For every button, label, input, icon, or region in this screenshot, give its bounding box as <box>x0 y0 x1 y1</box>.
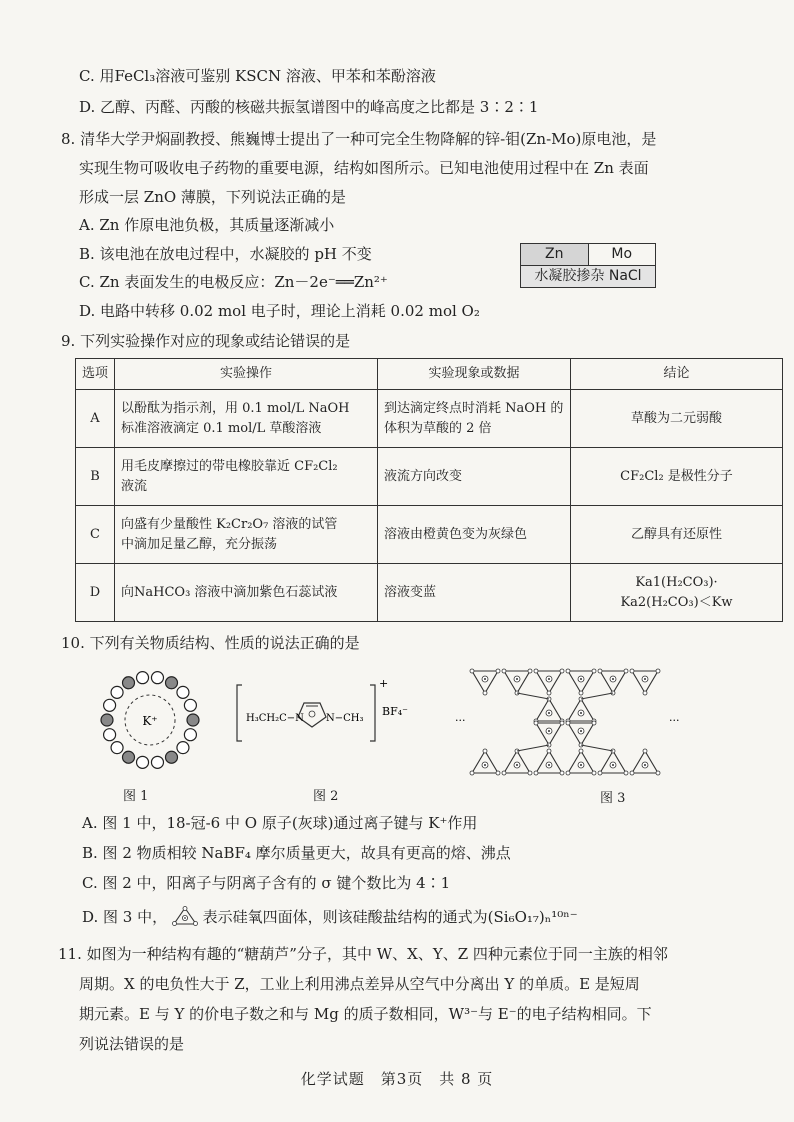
silicon-dot <box>516 678 518 680</box>
carbon-atom <box>151 756 163 768</box>
oxygen-atom <box>547 749 551 753</box>
methyl-group: N−CH₃ <box>326 713 364 724</box>
operation-line: 标准溶液滴定 0.1 mol/L 草酸溶液 <box>121 420 322 436</box>
silicon-dot <box>548 678 550 680</box>
bridge-bond <box>517 693 549 699</box>
row-conclusion <box>571 564 783 622</box>
header-phenomenon: 实验现象或数据 <box>378 359 571 390</box>
bridge-bond <box>517 745 549 751</box>
row-operation: 向NaHCO₃ 溶液中滴加紫色石蕊试液 <box>115 564 378 622</box>
carbon-atom <box>151 672 163 684</box>
oxygen-atom <box>502 771 506 775</box>
row-phenomenon: 溶液由橙黄色变为灰绿色 <box>378 506 571 564</box>
oxygen-atom <box>579 691 583 695</box>
anion-label: BF₄⁻ <box>382 705 408 718</box>
q9-stem: 9. 下列实验操作对应的现象或结论错误的是 <box>61 332 351 350</box>
experiment-table <box>75 358 783 622</box>
oxygen-atom <box>592 771 596 775</box>
oxygen-atom <box>496 771 500 775</box>
operation-line: 液流 <box>121 478 148 494</box>
silicon-dot <box>548 764 550 766</box>
battery-diagram <box>520 243 656 288</box>
q8-option-a: A. Zn 作原电池负极，其质量逐渐减小 <box>79 216 335 234</box>
oxygen-atom <box>630 669 634 673</box>
q7-option-d: D. 乙醇、丙醛、丙酸的核磁共振氢谱图中的峰高度之比都是 3∶2∶1 <box>79 98 539 116</box>
row-operation <box>115 448 378 506</box>
row-option: A <box>76 390 115 448</box>
oxygen-atom <box>101 714 113 726</box>
phenomenon-line: 体积为草酸的 2 倍 <box>384 420 492 436</box>
battery-zn-electrode: Zn <box>521 244 589 266</box>
operation-line: 中滴加足量乙醇，充分振荡 <box>121 536 278 552</box>
oxygen-atom <box>483 691 487 695</box>
bridge-bond <box>581 745 613 751</box>
oxygen-atom <box>166 677 178 689</box>
q11-line3: 期元素。E 与 Y 的价电子数之和与 Mg 的质子数相同，W³⁻与 E⁻的电子结构相同。下 <box>79 1005 652 1023</box>
oxygen-atom <box>656 771 660 775</box>
oxygen-atom <box>566 669 570 673</box>
battery-hydrogel: 水凝胶掺杂 NaCl <box>521 266 655 287</box>
oxygen-atom <box>502 669 506 673</box>
carbon-atom <box>111 686 123 698</box>
row-phenomenon: 溶液变蓝 <box>378 564 571 622</box>
option-d-formula: 表示硅氧四面体，则该硅酸盐结构的通式为(Si₆O₁₇)ₙ¹⁰ⁿ⁻ <box>202 908 578 926</box>
row-phenomenon <box>378 390 571 448</box>
carbon-atom <box>177 686 189 698</box>
silicon-dot <box>516 764 518 766</box>
row-conclusion: 草酸为二元弱酸 <box>571 390 783 448</box>
oxygen-atom <box>566 721 570 725</box>
q11-line2: 周期。X 的电负性大于 Z，工业上利用沸点差异从空气中分离出 Y 的单质。E 是短周 <box>79 975 640 993</box>
oxygen-atom <box>598 669 602 673</box>
operation-line: 向盛有少量酸性 K₂Cr₂O₇ 溶液的试管 <box>121 516 338 532</box>
carbon-atom <box>137 672 149 684</box>
row-option: D <box>76 564 115 622</box>
q8-option-d: D. 电路中转移 0.02 mol 电子时，理论上消耗 0.02 mol O₂ <box>79 302 480 320</box>
header-option: 选项 <box>76 359 115 390</box>
oxygen-atom <box>598 771 602 775</box>
oxygen-atom <box>123 677 135 689</box>
q10-option-a: A. 图 1 中，18-冠-6 中 O 原子(灰球)通过离子键与 K⁺作用 <box>82 814 478 832</box>
q11-line4: 列说法错误的是 <box>79 1035 185 1053</box>
q10-option-b: B. 图 2 物质相较 NaBF₄ 摩尔质量更大，故具有更高的熔、沸点 <box>82 844 511 862</box>
q10-stem: 10. 下列有关物质结构、性质的说法正确的是 <box>61 634 360 652</box>
figure-1-caption: 图 1 <box>123 789 149 804</box>
q8-option-c: C. Zn 表面发生的电极反应：Zn－2e⁻══Zn²⁺ <box>79 273 388 291</box>
header-conclusion: 结论 <box>571 359 783 390</box>
oxygen-atom <box>643 691 647 695</box>
silicon-dot <box>484 764 486 766</box>
row-operation <box>115 506 378 564</box>
carbon-atom <box>104 699 116 711</box>
silicon-dot <box>580 678 582 680</box>
silicon-dot <box>548 730 550 732</box>
table-row <box>76 506 783 564</box>
silicon-dot <box>580 730 582 732</box>
option-d-prefix: D. 图 3 中， <box>82 908 168 926</box>
oxygen-atom <box>656 669 660 673</box>
oxygen-atom <box>566 771 570 775</box>
silicon-dot <box>644 678 646 680</box>
chain-continuation-right: ··· <box>669 714 680 727</box>
table-row <box>76 448 783 506</box>
table-header-row <box>76 359 783 390</box>
operation-line: 用毛皮摩擦过的带电橡胶靠近 CF₂Cl₂ <box>121 458 338 474</box>
right-bracket <box>370 685 375 741</box>
left-bracket <box>237 685 242 741</box>
oxygen-atom <box>123 751 135 763</box>
oxygen-atom <box>534 721 538 725</box>
silicon-dot <box>644 764 646 766</box>
oxygen-atom <box>534 669 538 673</box>
silicon-dot <box>580 712 582 714</box>
carbon-atom <box>177 742 189 754</box>
oxygen-atom <box>496 669 500 673</box>
silicon-dot <box>612 678 614 680</box>
oxygen-atom <box>630 771 634 775</box>
oxygen-atom <box>624 669 628 673</box>
page-footer: 化学试题 第3页 共 8 页 <box>300 1070 494 1088</box>
phenomenon-line: 到达滴定终点时消耗 NaOH 的 <box>384 400 564 416</box>
q11-line1: 11. 如图为一种结构有趣的“糖葫芦”分子，其中 W、X、Y、Z 四种元素位于同一主族的相邻 <box>58 945 668 963</box>
oxygen-atom <box>560 771 564 775</box>
oxygen-atom <box>560 721 564 725</box>
oxygen-atom <box>528 771 532 775</box>
carbon-atom <box>111 742 123 754</box>
oxygen-atom <box>187 714 199 726</box>
silicon-dot <box>484 678 486 680</box>
oxygen-atom <box>528 669 532 673</box>
table-row <box>76 564 783 622</box>
silicon-dot <box>580 764 582 766</box>
oxygen-atom <box>592 721 596 725</box>
q8-option-b: B. 该电池在放电过程中，水凝胶的 pH 不变 <box>79 245 372 263</box>
conclusion-line: Ka1(H₂CO₃)· <box>635 574 718 590</box>
oxygen-atom <box>624 771 628 775</box>
k-ion-label: K⁺ <box>142 714 158 728</box>
carbon-atom <box>184 729 196 741</box>
oxygen-atom <box>534 771 538 775</box>
figure-1-crown-ether <box>95 670 205 770</box>
figure-2-ionic-liquid <box>232 673 432 753</box>
q7-option-c: C. 用FeCl₃溶液可鉴别 KSCN 溶液、甲苯和苯酚溶液 <box>79 67 436 85</box>
figure-2-caption: 图 2 <box>313 789 339 804</box>
ethyl-group: H₃CH₂C−N <box>246 713 304 724</box>
row-conclusion: 乙醇具有还原性 <box>571 506 783 564</box>
q8-stem-line1: 8. 清华大学尹焖副教授、熊巍博士提出了一种可完全生物降解的锌-钼(Zn-Mo)原电池，是 <box>61 130 657 148</box>
table-row <box>76 390 783 448</box>
bridge-bond <box>581 693 613 699</box>
oxygen-atom <box>643 749 647 753</box>
q8-stem-line2: 实现生物可吸收电子药物的重要电源，结构如图所示。已知电池使用过程中在 Zn 表面 <box>79 159 649 177</box>
oxygen-atom <box>547 691 551 695</box>
oxygen-atom <box>166 751 178 763</box>
figure-3-caption: 图 3 <box>600 791 626 806</box>
oxygen-atom <box>560 669 564 673</box>
silicon-oxygen-tetrahedron-icon <box>172 906 198 926</box>
battery-mo-electrode: Mo <box>589 244 656 266</box>
row-option: C <box>76 506 115 564</box>
chain-continuation-left: ··· <box>455 714 466 727</box>
oxygen-atom <box>470 771 474 775</box>
oxygen-atom <box>579 749 583 753</box>
header-operation: 实验操作 <box>115 359 378 390</box>
carbon-atom <box>184 699 196 711</box>
q10-option-d <box>82 906 578 927</box>
row-conclusion: CF₂Cl₂ 是极性分子 <box>571 448 783 506</box>
q8-stem-line3: 形成一层 ZnO 薄膜，下列说法正确的是 <box>79 188 346 206</box>
carbon-atom <box>137 756 149 768</box>
oxygen-atom <box>470 669 474 673</box>
plus-charge-icon <box>309 711 315 717</box>
oxygen-atom <box>483 749 487 753</box>
row-phenomenon: 液流方向改变 <box>378 448 571 506</box>
oxygen-atom <box>592 669 596 673</box>
carbon-atom <box>104 729 116 741</box>
figure-3-silicate-chain <box>455 662 685 780</box>
silicon-dot <box>548 712 550 714</box>
cation-charge: + <box>379 677 389 690</box>
operation-line: 以酚酞为指示剂，用 0.1 mol/L NaOH <box>121 400 350 416</box>
row-operation <box>115 390 378 448</box>
conclusion-line: Ka2(H₂CO₃)＜Kw <box>620 594 733 610</box>
silicon-dot <box>612 764 614 766</box>
row-option: B <box>76 448 115 506</box>
q10-option-c: C. 图 2 中，阳离子与阴离子含有的 σ 键个数比为 4∶1 <box>82 874 451 892</box>
